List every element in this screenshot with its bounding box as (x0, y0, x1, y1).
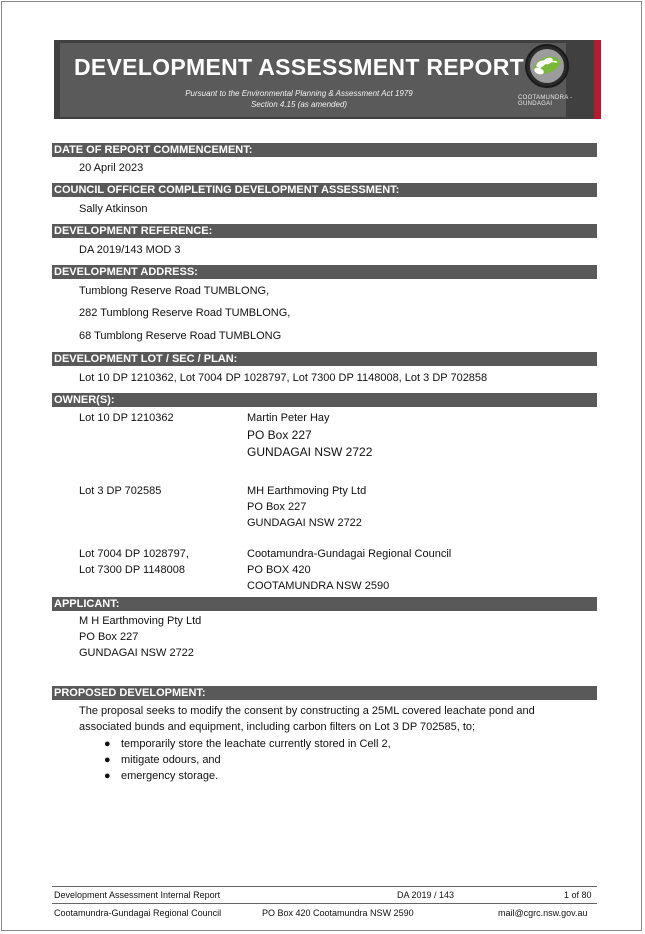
section-officer-label: COUNCIL OFFICER COMPLETING DEVELOPMENT ASSESSMENT: (52, 183, 597, 197)
section-address-label: DEVELOPMENT ADDRESS: (52, 265, 597, 279)
section-date-label: DATE OF REPORT COMMENCEMENT: (52, 143, 597, 157)
report-subtitle-act: Pursuant to the Environmental Planning & Assessment Act 1979 (185, 89, 413, 98)
bullet-icon: ● (104, 770, 111, 782)
proposal-bullet: emergency storage. (121, 770, 219, 782)
section-proposed-label: PROPOSED DEVELOPMENT: (52, 686, 597, 700)
address-line: 68 Tumblong Reserve Road TUMBLONG (79, 330, 282, 342)
report-header-banner (54, 40, 601, 119)
report-title: DEVELOPMENT ASSESSMENT REPORT (73, 54, 524, 80)
owner-name: Martin Peter Hay (247, 412, 330, 424)
section-lot-label: DEVELOPMENT LOT / SEC / PLAN: (52, 352, 597, 366)
owner-address: PO BOX 420 (247, 564, 311, 576)
footer-council-name: Cootamundra-Gundagai Regional Council (54, 908, 222, 918)
page-border (1, 1, 642, 931)
report-date: 20 April 2023 (79, 162, 144, 174)
officer-name: Sally Atkinson (79, 203, 148, 215)
section-owners-label: OWNER(S): (52, 393, 597, 407)
owner-address: COOTAMUNDRA NSW 2590 (247, 580, 390, 592)
footer-email: mail@cgrc.nsw.gov.au (498, 908, 588, 918)
owner-lot: Lot 7300 DP 1148008 (79, 564, 186, 576)
proposal-bullet: mitigate odours, and (121, 754, 221, 766)
owner-name: Cootamundra-Gundagai Regional Council (247, 548, 452, 560)
section-reference-label: DEVELOPMENT REFERENCE: (52, 224, 597, 238)
footer-page-number: 1 of 80 (564, 890, 592, 900)
owner-address: PO Box 227 (247, 501, 307, 513)
logo-caption: COOTAMUNDRA - GUNDAGAI (518, 95, 573, 107)
bullet-icon: ● (104, 738, 111, 750)
owner-address: GUNDAGAI NSW 2722 (247, 517, 362, 529)
applicant-line: M H Earthmoving Pty Ltd (79, 615, 202, 627)
bullet-icon: ● (104, 754, 111, 766)
owner-address: PO Box 227 (247, 428, 312, 442)
address-line: 282 Tumblong Reserve Road TUMBLONG, (79, 307, 291, 319)
address-line: Tumblong Reserve Road TUMBLONG, (79, 285, 270, 297)
banner-accent-stripe (594, 40, 601, 119)
footer-postal-address: PO Box 420 Cootamundra NSW 2590 (262, 908, 414, 918)
report-subtitle-section: Section 4.15 (as amended) (250, 100, 348, 109)
footer-da-number: DA 2019 / 143 (397, 890, 455, 900)
proposal-bullet: temporarily store the leachate currently stored in Cell 2, (121, 738, 391, 750)
section-applicant-label: APPLICANT: (52, 597, 597, 611)
footer-top-rule (52, 886, 597, 887)
owner-address: GUNDAGAI NSW 2722 (247, 445, 373, 459)
footer-report-name: Development Assessment Internal Report (54, 890, 221, 900)
lot-sec-plan: Lot 10 DP 1210362, Lot 7004 DP 1028797, Lot 7300 DP 1148008, Lot 3 DP 702858 (79, 372, 488, 384)
applicant-line: GUNDAGAI NSW 2722 (79, 647, 194, 659)
owner-lot: Lot 3 DP 702585 (79, 485, 162, 497)
owner-name: MH Earthmoving Pty Ltd (247, 485, 367, 497)
proposal-paragraph: The proposal seeks to modify the consent by constructing a 25ML covered leachate pond and associated bunds and equipment, including carbon filters on Lot 3 DP 702585, to; (79, 705, 535, 733)
development-reference: DA 2019/143 MOD 3 (79, 244, 181, 256)
owner-lot: Lot 7004 DP 1028797, (79, 548, 189, 560)
owner-lot: Lot 10 DP 1210362 (79, 412, 174, 424)
applicant-line: PO Box 227 (79, 631, 139, 643)
footer-middle-rule (52, 903, 597, 904)
